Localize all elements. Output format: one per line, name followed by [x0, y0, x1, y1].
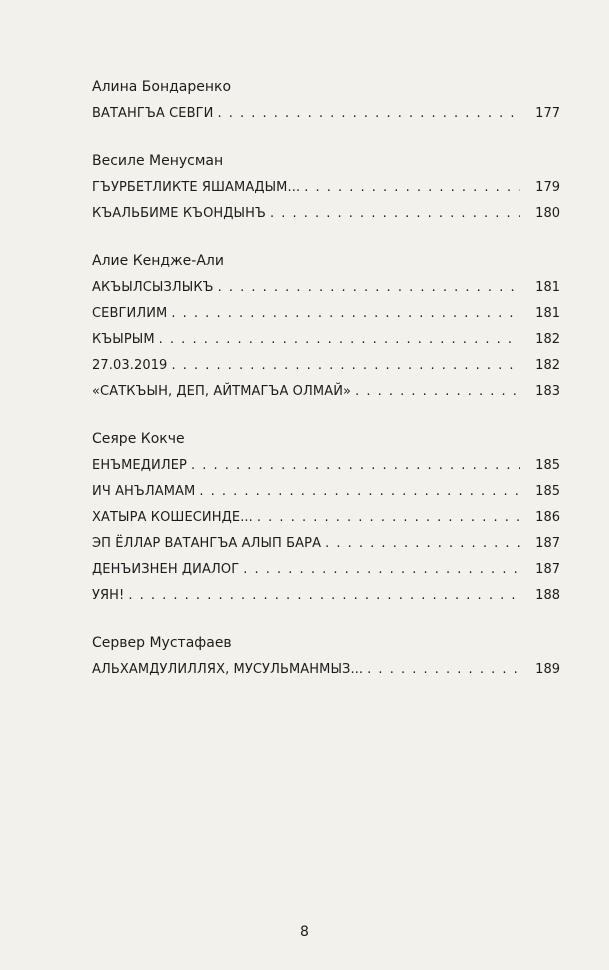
author-name: Сервер Мустафаев [92, 635, 232, 651]
author-name: Сеяре Кокче [92, 431, 185, 447]
entry-page-number: 179 [535, 180, 560, 195]
dot-leader [191, 457, 520, 474]
entry-page-number: 185 [535, 458, 560, 473]
dot-leader [217, 105, 520, 122]
toc-entry [92, 483, 560, 500]
toc-section [92, 430, 560, 604]
entry-page-number: 187 [535, 536, 560, 551]
dot-leader [257, 509, 520, 526]
dot-leader [270, 205, 520, 222]
toc-entry [92, 331, 560, 348]
entry-page-number: 180 [535, 206, 560, 221]
dot-leader [128, 587, 520, 604]
toc-entry [92, 661, 560, 678]
author-name: Весиле Менусман [92, 153, 224, 169]
dot-leader [355, 383, 520, 400]
dot-leader [159, 331, 520, 348]
table-of-contents [92, 78, 560, 708]
toc-section [92, 152, 560, 222]
toc-entry [92, 305, 560, 322]
dot-leader [171, 357, 520, 374]
toc-entry [92, 357, 560, 374]
entry-title: КЪЫРЫМ [92, 332, 155, 347]
entry-page-number: 182 [535, 358, 560, 373]
entry-page-number: 185 [535, 484, 560, 499]
toc-section [92, 78, 560, 122]
entry-page-number: 182 [535, 332, 560, 347]
entry-title: ХАТЫРА КОШЕСИНДЕ... [92, 510, 253, 525]
entry-title: ДЕНЪИЗНЕН ДИАЛОГ [92, 562, 240, 577]
toc-entry [92, 179, 560, 196]
dot-leader [243, 561, 520, 578]
entry-title: ИЧ АНЪЛАМАМ [92, 484, 196, 499]
toc-entry [92, 457, 560, 474]
entry-title: СЕВГИЛИМ [92, 306, 168, 321]
entry-title: УЯН! [92, 588, 125, 603]
entry-title: АКЪЫЛСЫЗЛЫКЪ [92, 280, 214, 295]
entry-page-number: 187 [535, 562, 560, 577]
toc-entry [92, 535, 560, 552]
toc-section [92, 634, 560, 678]
entry-title: АЛЬХАМДУЛИЛЛЯХ, МУСУЛЬМАНМЫЗ... [92, 662, 364, 677]
toc-entry [92, 561, 560, 578]
toc-entry [92, 587, 560, 604]
author-name: Алина Бондаренко [92, 79, 232, 95]
entry-title: КЪАЛЬБИМЕ КЪОНДЫНЪ [92, 206, 266, 221]
toc-entry [92, 509, 560, 526]
dot-leader [171, 305, 520, 322]
entry-page-number: 183 [535, 384, 560, 399]
toc-entry [92, 279, 560, 296]
entry-title: «САТКЪЫН, ДЕП, АЙТМАГЪА ОЛМАЙ» [92, 384, 352, 399]
dot-leader [218, 279, 520, 296]
author-name: Алие Кендже-Али [92, 253, 224, 269]
dot-leader [199, 483, 520, 500]
entry-page-number: 181 [535, 280, 560, 295]
toc-section [92, 252, 560, 400]
entry-title: 27.03.2019 [92, 358, 168, 373]
entry-title: ЕНЪМЕДИЛЕР [92, 458, 187, 473]
entry-title: ГЪУРБЕТЛИКТЕ ЯШАМАДЫМ... [92, 180, 301, 195]
entry-title: ЭП ЁЛЛАР ВАТАНГЪА АЛЫП БАРА [92, 536, 322, 551]
dot-leader [367, 661, 520, 678]
page-number: 8 [300, 924, 309, 940]
entry-page-number: 181 [535, 306, 560, 321]
toc-entry [92, 383, 560, 400]
dot-leader [325, 535, 520, 552]
dot-leader [304, 179, 520, 196]
entry-page-number: 177 [535, 106, 560, 121]
entry-title: ВАТАНГЪА СЕВГИ [92, 106, 214, 121]
entry-page-number: 189 [535, 662, 560, 677]
toc-entry [92, 105, 560, 122]
entry-page-number: 188 [535, 588, 560, 603]
entry-page-number: 186 [535, 510, 560, 525]
toc-entry [92, 205, 560, 222]
